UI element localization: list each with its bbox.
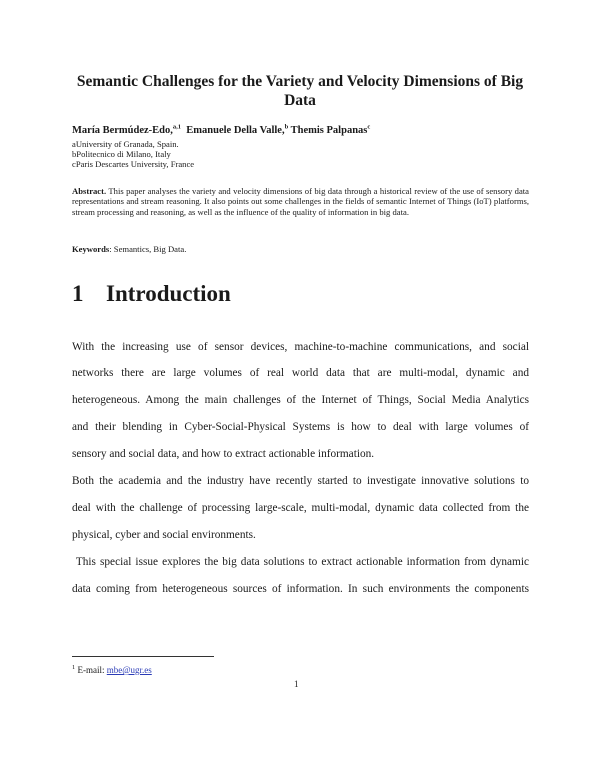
affiliation: bPolitecnico di Milano, Italy <box>72 149 171 159</box>
keywords-label: Keywords <box>72 244 110 254</box>
section-heading <box>72 281 231 307</box>
title-line: Semantic Challenges for the Variety and Velocity Dimensions of Big <box>76 73 524 90</box>
author-affiliation-mark: c <box>367 123 371 131</box>
email-link[interactable]: mbe@ugr.es <box>106 665 152 675</box>
body-text-line: Both the academia and the industry have recently started to investigate innovative solutions to <box>72 475 529 487</box>
body-text-line: This special issue explores the big data solutions to extract actionable information from dynamic <box>72 556 529 568</box>
footnote-mark: 1 <box>72 664 76 671</box>
footnote-label: E-mail: <box>75 665 107 675</box>
body-text-line: and their blending in Cyber-Social-Physical Systems is how to deal with large volumes of <box>72 421 529 433</box>
section-number: 1 <box>72 281 84 306</box>
author-affiliation-mark: b <box>284 123 289 131</box>
paper-title <box>60 72 540 110</box>
body-text-line: networks there are large volumes of real world data that are multi-modal, dynamic and <box>72 367 529 379</box>
keywords-text: : Semantics, Big Data. <box>109 244 187 254</box>
author-affiliation-mark: a,1 <box>172 123 182 131</box>
body-text-line: sensory and social data, and how to extract actionable information. <box>72 448 375 460</box>
abstract <box>72 186 529 217</box>
author-name: Themis Palpanas <box>290 125 368 136</box>
body-text-line: With the increasing use of sensor devices, machine-to-machine communications, and social <box>72 341 529 353</box>
page-number: 1 <box>294 679 299 689</box>
abstract-text: This paper analyses the variety and velocity dimensions of big data through a historical review of the use of sensory data representations and stream reasoning. It also points out some challenges in the fields of semantic Internet of Things (IoT) platforms, stream processing and reasoning, as well as the influence of the quality of information in big data. <box>72 186 529 217</box>
author-name: María Bermúdez-Edo, <box>72 125 173 136</box>
section-title: Introduction <box>106 281 231 306</box>
author-name: Emanuele Della Valle, <box>186 125 285 136</box>
body-text-line: heterogeneous. Among the main challenges of the Internet of Things, Social Media Analytics <box>72 394 529 406</box>
author-list <box>72 125 370 136</box>
title-line: Data <box>284 92 316 109</box>
body-text-line: deal with the challenge of processing large-scale, multi-modal, dynamic data collected from the <box>72 502 529 514</box>
keywords <box>72 244 186 254</box>
body-text-line: physical, cyber and social environments. <box>72 529 256 541</box>
affiliation: aUniversity of Granada, Spain. <box>72 139 179 149</box>
affiliation: cParis Descartes University, France <box>72 159 195 169</box>
body-text-line: data coming from heterogeneous sources of information. In such environments the components <box>72 583 529 595</box>
footnote <box>72 665 152 675</box>
footnote-separator <box>72 656 214 657</box>
abstract-label: Abstract. <box>72 186 107 196</box>
